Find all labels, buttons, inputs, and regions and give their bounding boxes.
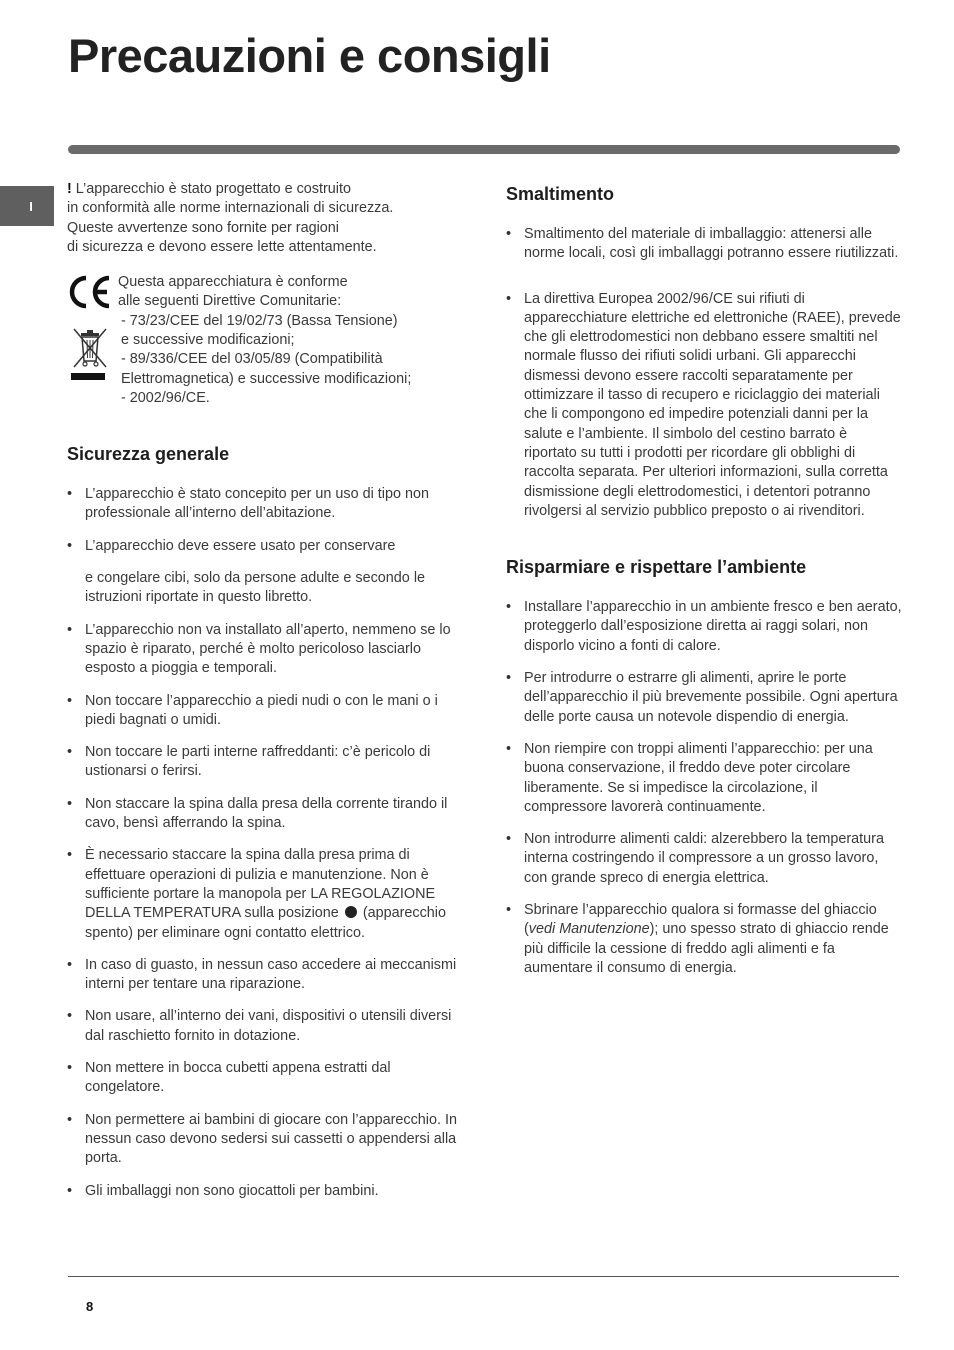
risparmiare-list (506, 598, 902, 978)
cross-reference: vedi Manutenzione (528, 921, 650, 938)
list-item: • La direttiva Europea 2002/96/CE sui rifiuti di apparecchiature elettriche ed elettroniche (RAEE), prevede che gli elettrodomestici non debbano essere smaltiti nel normale flusso dei rifiuti solidi urbani. Gli apparecchi dismessi devono essere raccolti separatamente per ottimizzare il tasso di recupero e riciclaggio dei materiali che li compongono ed impedire potenziali danni per la salute e l’ambiente. Il simbolo del cestino barrato è riportato su tutti i prodotti per ricordare gli obblighi di raccolta separata. Per ulteriori informazioni, sulla corretta dismissione degli elettrodomestici, i detentori potranno rivolgersi al servizio pubblico preposto o ai rivenditori. (506, 290, 902, 522)
list-item: • Gli imballaggi non sono giocattoli per bambini. (67, 1182, 459, 1201)
right-column (506, 180, 902, 991)
section-heading-smaltimento: Smaltimento (506, 184, 615, 204)
list-item: • Non toccare l’apparecchio a piedi nudi o con le mani o i piedi bagnati o umidi. (67, 692, 459, 731)
list-item: • L’apparecchio non va installato all’aperto, nemmeno se lo spazio è riparato, perché è molto pericoloso lasciarlo esposto a pioggia e temporali. (67, 621, 459, 679)
list-item: • Non introdurre alimenti caldi: alzerebbero la temperatura interna costringendo il compressore a un grosso lavoro, con grande spreco di energia elettrica. (506, 830, 902, 888)
header-rule (68, 145, 900, 154)
sicurezza-list (67, 485, 459, 1201)
page-number: 8 (86, 1299, 94, 1314)
list-item: • È necessario staccare la spina dalla presa prima di effettuare operazioni di pulizia e manutenzione. Non è sufficiente portare la manopola per LA REGOLAZIONE DELLA TEMPERATURA sulla posizione (apparecchio spento) per eliminare ogni contatto elettrico. (67, 846, 459, 942)
page-title: Precauzioni e consigli (68, 29, 551, 82)
list-item: • Non usare, all’interno dei vani, dispositivi o utensili diversi dal raschietto fornito in dotazione. (67, 1007, 459, 1046)
left-column (67, 180, 459, 1214)
list-item: • Non permettere ai bambini di giocare con l’apparecchio. In nessun caso devono sedersi sui cassetti o appendersi alla porta. (67, 1111, 459, 1169)
crossed-bin-icon (71, 327, 109, 383)
list-item: • Per introdurre o estrarre gli alimenti, aprire le porte dell’apparecchio il più brevemente possibile. Ogni apertura delle porte causa un notevole dispendio di energia. (506, 669, 902, 727)
list-item: • Non mettere in bocca cubetti appena estratti dal congelatore. (67, 1059, 459, 1098)
list-item: • Non toccare le parti interne raffreddanti: c’è pericolo di ustionarsi o ferirsi. (67, 743, 459, 782)
ce-mark-icon (67, 275, 113, 309)
ce-directives-text: Questa apparecchiatura è conforme alle seguenti Direttive Comunitarie: - 73/23/CEE del 19/02/73 (Bassa Tensione) e successive modificazioni; - 89/336/CEE del 03/05/89 (Compatibilità Elettromagnetica) e successive modificazioni; - 2002/96/CE. (118, 274, 412, 406)
list-item: • L’apparecchio deve essere usato per conservare (67, 537, 459, 556)
section-heading-sicurezza: Sicurezza generale (67, 444, 230, 465)
list-item: • In caso di guasto, in nessun caso accedere ai meccanismi interni per tentare una riparazione. (67, 956, 459, 995)
section-heading-risparmiare: Risparmiare e rispettare l’ambiente (506, 557, 807, 578)
list-item: • L’apparecchio è stato concepito per un uso di tipo non professionale all’interno dell’abitazione. (67, 485, 459, 524)
warning-mark: ! (67, 181, 72, 197)
off-position-dot-icon (345, 906, 357, 918)
list-item: • Sbrinare l’apparecchio qualora si formasse del ghiaccio (vedi Manutenzione); uno spesso strato di ghiaccio rende più difficile la cessione di freddo agli alimenti e fa aumentare il consumo di energia. (506, 901, 902, 978)
list-item: • Smaltimento del materiale di imballaggio: attenersi alle norme locali, così gli imballaggi potranno essere riutilizzati. (506, 225, 902, 264)
list-item: • Non riempire con troppi alimenti l’apparecchio: per una buona conservazione, il freddo deve poter circolare liberamente. Se si impedisce la circolazione, il compressore lavorerà continuamente. (506, 740, 902, 817)
footer-rule (68, 1276, 899, 1277)
list-item: • Non staccare la spina dalla presa della corrente tirando il cavo, bensì afferrando la spina. (67, 795, 459, 834)
language-tab: I (0, 186, 54, 226)
ce-conformity-block (67, 273, 459, 413)
list-item-continuation: e congelare cibi, solo da persone adulte e secondo le istruzioni riportate in questo libretto. (85, 570, 426, 606)
smaltimento-list (506, 225, 902, 521)
intro-warning: ! L’apparecchio è stato progettato e costruito in conformità alle norme internazionali di sicurezza. Queste avvertenze sono fornite per ragioni di sicurezza e devono essere lette attentamente. (67, 181, 394, 255)
list-item: • Installare l’apparecchio in un ambiente fresco e ben aerato, proteggerlo dall’esposizione diretta ai raggi solari, non disporlo vicino a fonti di calore. (506, 598, 902, 656)
